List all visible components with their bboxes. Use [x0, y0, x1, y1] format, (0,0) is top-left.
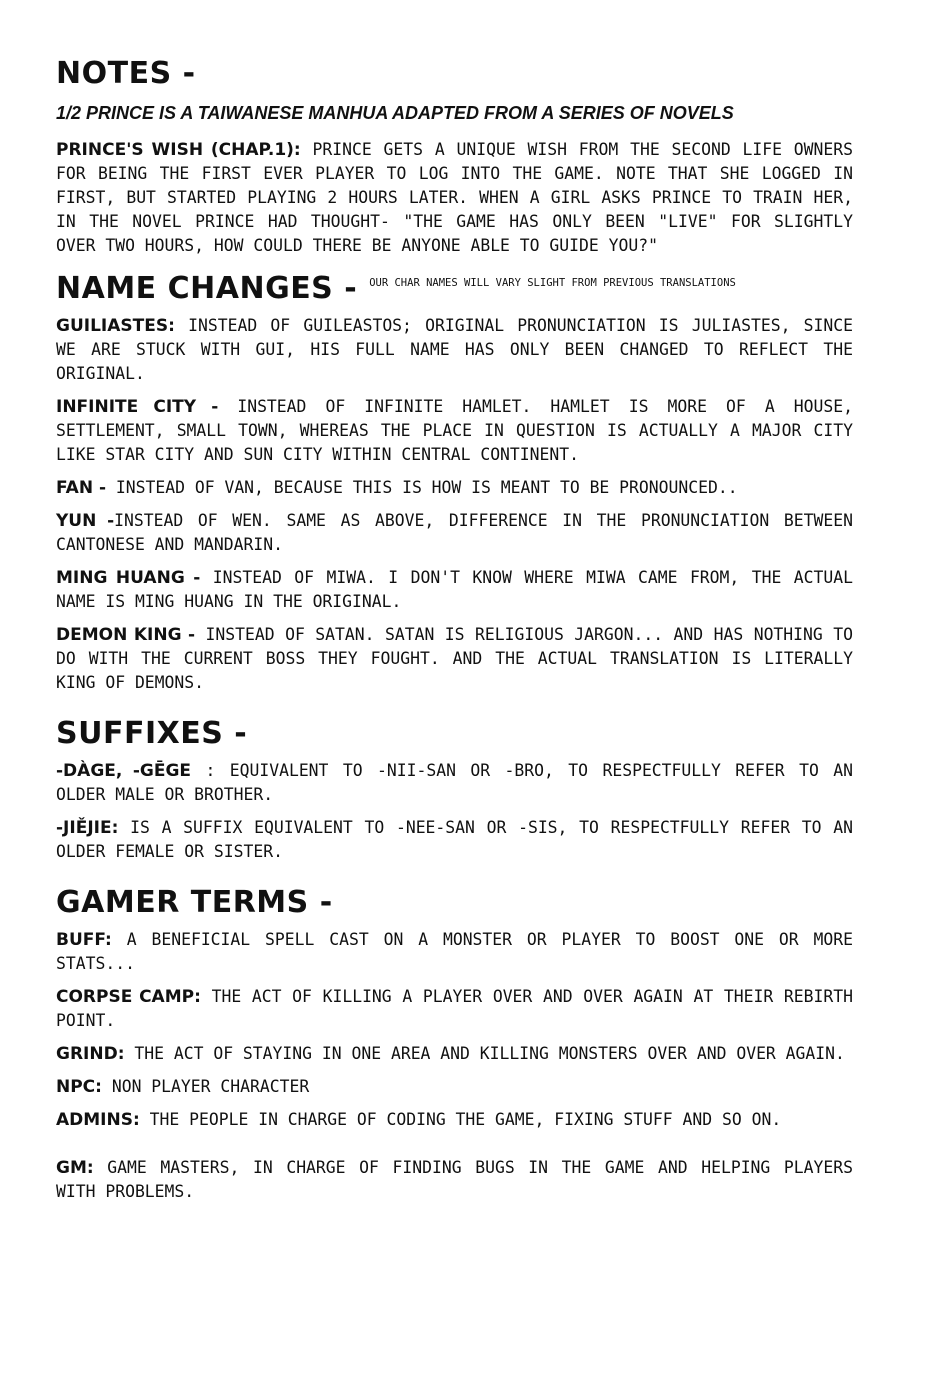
entry-term: YUN -	[56, 511, 115, 531]
name-change-entry	[56, 476, 853, 500]
entry-term: PRINCE'S WISH (CHAP.1):	[56, 140, 301, 160]
entry-definition: GAME MASTERS, IN CHARGE OF FINDING BUGS IN THE GAME AND HELPING PLAYERS WITH PROBLEMS.	[56, 1158, 853, 1201]
name-change-entry	[56, 509, 853, 557]
name-change-entry	[56, 314, 853, 386]
entry-term: -JIĚJIE:	[56, 818, 119, 838]
name-change-entry	[56, 395, 853, 467]
gamer-term-entry	[56, 1156, 853, 1204]
entry-term: GM:	[56, 1158, 94, 1178]
notes-heading: NOTES -	[56, 56, 196, 91]
entry-term: BUFF:	[56, 930, 112, 950]
entry-term: GRIND:	[56, 1044, 125, 1064]
name-change-entry	[56, 623, 853, 695]
entry-definition: THE ACT OF KILLING A PLAYER OVER AND OVER AGAIN AT THEIR REBIRTH POINT.	[56, 987, 854, 1030]
gamer-term-entry	[56, 985, 853, 1033]
entry-term: INFINITE CITY -	[56, 397, 219, 417]
entry-term: FAN -	[56, 478, 107, 498]
entry-definition: PRINCE GETS A UNIQUE WISH FROM THE SECOND LIFE OWNERS FOR BEING THE FIRST EVER PLAYER TO LOG INTO THE GAME. NOTE THAT SHE LOGGED IN FIRST, BUT STARTED PLAYING 2 HOURS LATER. WHEN A GIRL ASKS PRINCE TO TRAIN HER, IN THE NOVEL PRINCE HAD THOUGHT- "THE GAME HAS ONLY BEEN "LIVE" FOR SLIGHTLY OVER TWO HOURS, HOW COULD THERE BE ANYONE ABLE TO GUIDE YOU?"	[56, 140, 853, 255]
suffix-entry	[56, 816, 853, 864]
entry-definition: IS A SUFFIX EQUIVALENT TO -NEE-SAN OR -SIS, TO RESPECTFULLY REFER TO AN OLDER FEMALE OR SISTER.	[56, 818, 853, 861]
gamer-term-entry	[56, 1075, 853, 1099]
entry-definition: INSTEAD OF SATAN. SATAN IS RELIGIOUS JARGON... AND HAS NOTHING TO DO WITH THE CURRENT BOSS THEY FOUGHT. AND THE ACTUAL TRANSLATION IS LITERALLY KING OF DEMONS.	[56, 625, 853, 692]
entry-definition: THE PEOPLE IN CHARGE OF CODING THE GAME, FIXING STUFF AND SO ON.	[139, 1110, 782, 1129]
prince-wish-entry	[56, 138, 853, 258]
entry-definition: INSTEAD OF GUILEASTOS; ORIGINAL PRONUNCIATION IS JULIASTES, SINCE WE ARE STUCK WITH GUI, HIS FULL NAME HAS ONLY BEEN CHANGED TO REFLECT THE ORIGINAL.	[56, 316, 853, 383]
entry-term: NPC:	[56, 1077, 102, 1097]
suffixes-heading: SUFFIXES -	[56, 716, 248, 751]
gamer-terms-heading: GAMER TERMS -	[56, 885, 333, 920]
name-changes-header	[56, 270, 853, 308]
gamer-term-entry	[56, 1108, 853, 1132]
name-changes-heading: NAME CHANGES -	[56, 271, 358, 306]
entry-term: ADMINS:	[56, 1110, 140, 1130]
intro-line: 1/2 PRINCE IS A TAIWANESE MANHUA ADAPTED FROM A SERIES OF NOVELS	[56, 103, 734, 123]
entry-term: CORPSE CAMP:	[56, 987, 201, 1007]
entry-term: DEMON KING -	[56, 625, 196, 645]
entry-term: GUILIASTES:	[56, 316, 175, 336]
entry-definition: INSTEAD OF VAN, BECAUSE THIS IS HOW IS MEANT TO BE PRONOUNCED..	[106, 478, 738, 497]
notes-page	[56, 55, 853, 1213]
gamer-term-entry	[56, 1042, 853, 1066]
entry-definition: THE ACT OF STAYING IN ONE AREA AND KILLING MONSTERS OVER AND OVER AGAIN.	[124, 1044, 845, 1063]
entry-definition: INSTEAD OF MIWA. I DON'T KNOW WHERE MIWA CAME FROM, THE ACTUAL NAME IS MING HUANG IN THE ORIGINAL.	[56, 568, 853, 611]
entry-term: MING HUANG -	[56, 568, 201, 588]
name-change-entry	[56, 566, 853, 614]
entry-definition: INSTEAD OF INFINITE HAMLET. HAMLET IS MORE OF A HOUSE, SETTLEMENT, SMALL TOWN, WHEREAS THE PLACE IN QUESTION IS ACTUALLY A MAJOR CITY LIKE STAR CITY AND SUN CITY WITHIN CENTRAL CONTINENT.	[56, 397, 853, 464]
suffix-entry	[56, 759, 853, 807]
gamer-term-entry	[56, 928, 853, 976]
entry-definition: A BENEFICIAL SPELL CAST ON A MONSTER OR PLAYER TO BOOST ONE OR MORE STATS...	[56, 930, 853, 973]
entry-term: -DÀGE, -GĒGE	[56, 761, 192, 781]
entry-definition: NON PLAYER CHARACTER	[101, 1077, 310, 1096]
entry-definition: : EQUIVALENT TO -NII-SAN OR -BRO, TO RESPECTFULLY REFER TO AN OLDER MALE OR BROTHER.	[56, 761, 853, 804]
name-changes-note: OUR CHAR NAMES WILL VARY SLIGHT FROM PREVIOUS TRANSLATIONS	[369, 277, 736, 289]
entry-definition: INSTEAD OF WEN. SAME AS ABOVE, DIFFERENCE IN THE PRONUNCIATION BETWEEN CANTONESE AND MANDARIN.	[56, 511, 853, 554]
